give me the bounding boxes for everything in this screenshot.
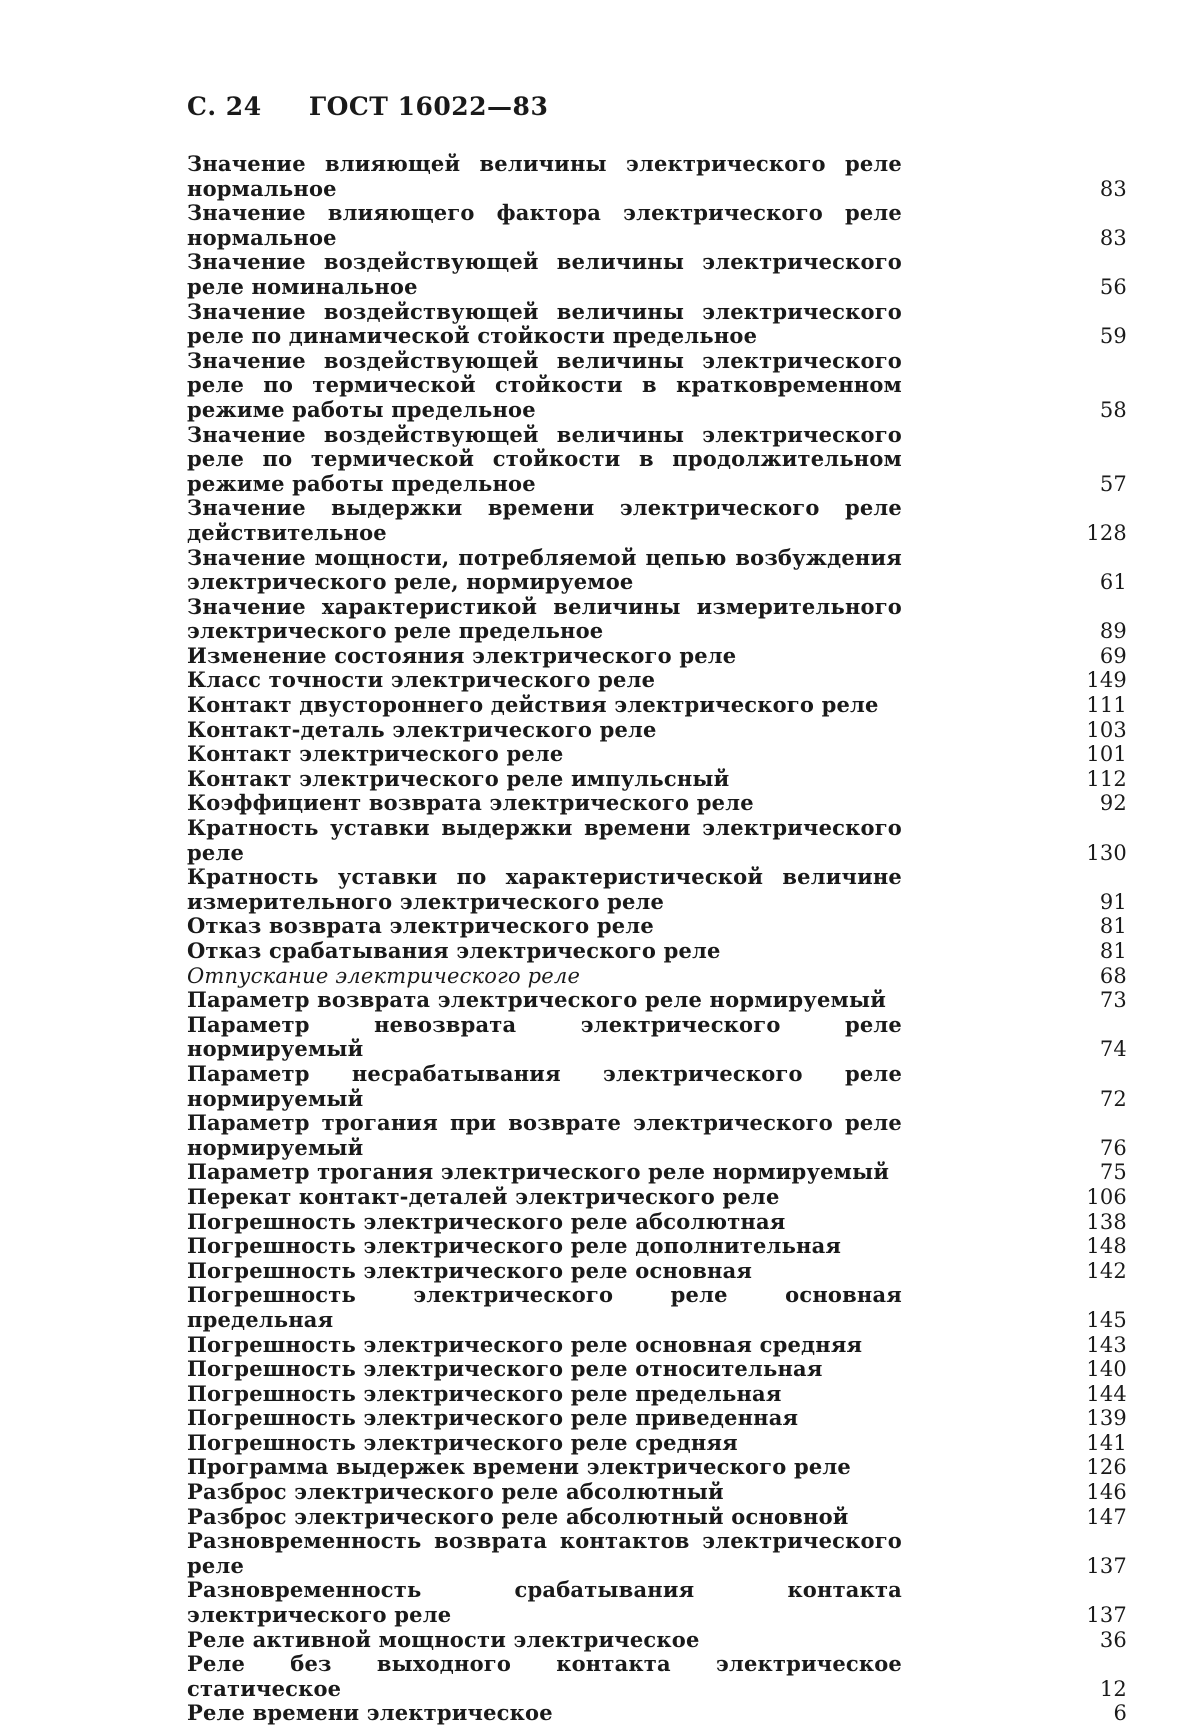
index-entry — [187, 1234, 1127, 1259]
index-term: Погрешность электрического реле предельная — [187, 1380, 782, 1406]
index-term: Реле времени электрическое — [187, 1700, 553, 1726]
index-term-number: 81 — [1099, 939, 1127, 963]
index-term: Значение воздействующей величины электрического реле по динамической стойкости предельное — [187, 298, 902, 349]
index-entry — [187, 1455, 1127, 1480]
index-term: Погрешность электрического реле дополнительная — [187, 1233, 842, 1259]
index-term-number: 138 — [1086, 1209, 1127, 1234]
index-term-number: 140 — [1086, 1357, 1127, 1382]
index-term-number: 101 — [1086, 742, 1127, 767]
index-entry — [187, 1210, 1127, 1235]
index-term-number: 147 — [1086, 1504, 1127, 1529]
index-term-number: 126 — [1086, 1455, 1127, 1480]
index-entry — [187, 1283, 1127, 1332]
index-entry — [187, 742, 1127, 767]
index-term: Отпускание электрического реле — [187, 963, 581, 988]
index-term: Погрешность электрического реле основная средняя — [187, 1331, 863, 1357]
index-term-number: 141 — [1086, 1430, 1127, 1455]
index-term-number: 148 — [1086, 1234, 1127, 1259]
index-entry — [187, 423, 1127, 497]
index-term: Параметр несрабатывания электрического реле нормируемый — [187, 1060, 902, 1111]
index-entry — [187, 1628, 1127, 1653]
index-entry — [187, 1333, 1127, 1358]
standard-title: ГОСТ 16022—83 — [308, 92, 549, 121]
index-entry — [187, 546, 1127, 595]
index-term-number: 106 — [1086, 1184, 1127, 1209]
index-term-number: 75 — [1099, 1160, 1127, 1185]
index-entry — [187, 988, 1127, 1013]
index-term: Разновременность возврата контактов электрического реле — [187, 1528, 902, 1578]
index-entry — [187, 201, 1127, 250]
index-term-number: 56 — [1099, 274, 1127, 299]
index-entry — [187, 668, 1127, 693]
index-term-number: 145 — [1086, 1307, 1127, 1332]
index-term-number: 83 — [1099, 176, 1127, 201]
index-term-number: 57 — [1099, 471, 1127, 496]
index-term-number: 111 — [1086, 693, 1127, 718]
index-entry — [187, 1701, 1127, 1726]
index-entry — [187, 791, 1127, 816]
index-entry — [187, 152, 1127, 201]
index-term: Погрешность электрического реле средняя — [187, 1429, 738, 1455]
index-term: Кратность уставки выдержки времени электрического реле — [187, 815, 902, 865]
index-term: Кратность уставки по характеристической величине измерительного электрического реле — [187, 864, 902, 914]
index-term-number: 58 — [1099, 397, 1127, 422]
index-entry — [187, 1160, 1127, 1185]
index-entry — [187, 349, 1127, 423]
index-term: Разброс электрического реле абсолютный — [187, 1479, 724, 1505]
index-term-number: 81 — [1099, 914, 1127, 939]
index-term-number: 89 — [1099, 619, 1127, 644]
index-term: Параметр возврата электрического реле нормируемый — [187, 987, 886, 1013]
index-entry — [187, 1480, 1127, 1505]
index-term-number: 149 — [1086, 668, 1127, 693]
index-term-number: 143 — [1086, 1332, 1127, 1357]
index-term-number: 112 — [1086, 766, 1127, 791]
index-term-number: 12 — [1099, 1676, 1127, 1701]
index-term-number: 137 — [1086, 1603, 1127, 1628]
index-term-number: 103 — [1086, 717, 1127, 742]
index-entry — [187, 718, 1127, 743]
index-term-number: 130 — [1086, 840, 1127, 865]
index-term: Значение влияющей величины электрического реле нормальное — [187, 151, 902, 201]
index-term: Изменение состояния электрического реле — [187, 642, 737, 668]
index-term: Значение мощности, потребляемой цепью возбуждения электрического реле, нормируемое — [187, 544, 902, 595]
index-term: Коэффициент возврата электрического реле — [187, 790, 754, 816]
index-term: Разброс электрического реле абсолютный основной — [187, 1503, 849, 1529]
index-term-number: 139 — [1086, 1406, 1127, 1431]
index-entry — [187, 939, 1127, 964]
index-entry — [187, 1529, 1127, 1578]
index-term-number: 91 — [1099, 889, 1127, 914]
index-entry — [187, 1062, 1127, 1111]
index-term: Значение характеристикой величины измерительного электрического реле предельное — [187, 593, 902, 644]
index-entry — [187, 595, 1127, 644]
index-term: Значение выдержки времени электрического реле действительное — [187, 495, 902, 545]
index-entry — [187, 865, 1127, 914]
page-header — [187, 92, 548, 121]
index-term: Программа выдержек времени электрического реле — [187, 1454, 851, 1480]
index-term-number: 72 — [1099, 1086, 1127, 1111]
index-entry — [187, 1185, 1127, 1210]
index-entry — [187, 300, 1127, 349]
index-term: Параметр невозврата электрического реле нормируемый — [187, 1011, 902, 1062]
index-term: Перекат контакт-деталей электрического реле — [187, 1183, 780, 1209]
index-entry — [187, 1357, 1127, 1382]
index-term-number: 137 — [1086, 1553, 1127, 1578]
index-term: Погрешность электрического реле основная — [187, 1257, 753, 1283]
index-entry — [187, 767, 1127, 792]
index-entry — [187, 693, 1127, 718]
index-entry — [187, 1578, 1127, 1627]
index-term: Параметр трогания электрического реле нормируемый — [187, 1159, 890, 1185]
index-entry — [187, 964, 1127, 989]
alphabetical-index — [187, 152, 1127, 1726]
index-entry — [187, 1013, 1127, 1062]
index-term: Контакт электрического реле импульсный — [187, 765, 730, 791]
index-entry — [187, 1406, 1127, 1431]
index-term-number: 146 — [1086, 1480, 1127, 1505]
page-number: С. 24 — [187, 92, 262, 121]
index-entry — [187, 1652, 1127, 1701]
index-term-number: 92 — [1099, 791, 1127, 816]
index-term-number: 142 — [1086, 1258, 1127, 1283]
index-term: Класс точности электрического реле — [187, 667, 656, 693]
index-term: Реле активной мощности электрическое — [187, 1626, 700, 1652]
index-term: Значение воздействующей величины электрического реле по термической стойкости в кратковременном режиме работы предельное — [187, 347, 902, 422]
index-term-number: 76 — [1099, 1135, 1127, 1160]
index-term-number: 69 — [1099, 643, 1127, 668]
index-entry — [187, 914, 1127, 939]
index-entry — [187, 1382, 1127, 1407]
index-term: Реле без выходного контакта электрическое статическое — [187, 1651, 902, 1701]
index-entry — [187, 496, 1127, 545]
index-term: Погрешность электрического реле абсолютная — [187, 1208, 786, 1234]
index-entry — [187, 1431, 1127, 1456]
index-term-number: 74 — [1099, 1037, 1127, 1062]
index-term-number: 6 — [1113, 1701, 1127, 1726]
index-term-number: 73 — [1099, 988, 1127, 1013]
index-entry — [187, 1111, 1127, 1160]
index-term: Погрешность электрического реле основная предельная — [187, 1282, 902, 1332]
index-term-number: 68 — [1099, 963, 1127, 988]
index-entry — [187, 1259, 1127, 1284]
index-entry — [187, 644, 1127, 669]
index-term: Значение воздействующей величины электрического реле номинальное — [187, 249, 902, 299]
index-term: Контакт двустороннего действия электрического реле — [187, 692, 879, 718]
index-term: Отказ возврата электрического реле — [187, 913, 654, 939]
index-term: Погрешность электрического реле относительная — [187, 1356, 823, 1382]
index-term: Контакт-деталь электрического реле — [187, 716, 657, 742]
index-term-number: 128 — [1086, 520, 1127, 545]
index-entry — [187, 816, 1127, 865]
index-term-number: 36 — [1099, 1627, 1127, 1652]
index-term: Параметр трогания при возврате электрического реле нормируемый — [187, 1110, 902, 1160]
index-term-number: 83 — [1099, 225, 1127, 250]
index-term: Отказ срабатывания электрического реле — [187, 938, 721, 963]
index-entry — [187, 1505, 1127, 1530]
index-term-number: 59 — [1099, 324, 1127, 349]
index-term: Значение воздействующей величины электрического реле по термической стойкости в продолжительном режиме работы предельное — [187, 421, 902, 496]
index-term: Погрешность электрического реле приведенная — [187, 1405, 799, 1431]
index-term: Контакт электрического реле — [187, 741, 564, 767]
index-term-number: 61 — [1099, 570, 1127, 595]
index-term-number: 144 — [1086, 1381, 1127, 1406]
index-term: Значение влияющего фактора электрического реле нормальное — [187, 200, 902, 250]
index-term: Разновременность срабатывания контакта электрического реле — [187, 1577, 902, 1628]
index-entry — [187, 250, 1127, 299]
